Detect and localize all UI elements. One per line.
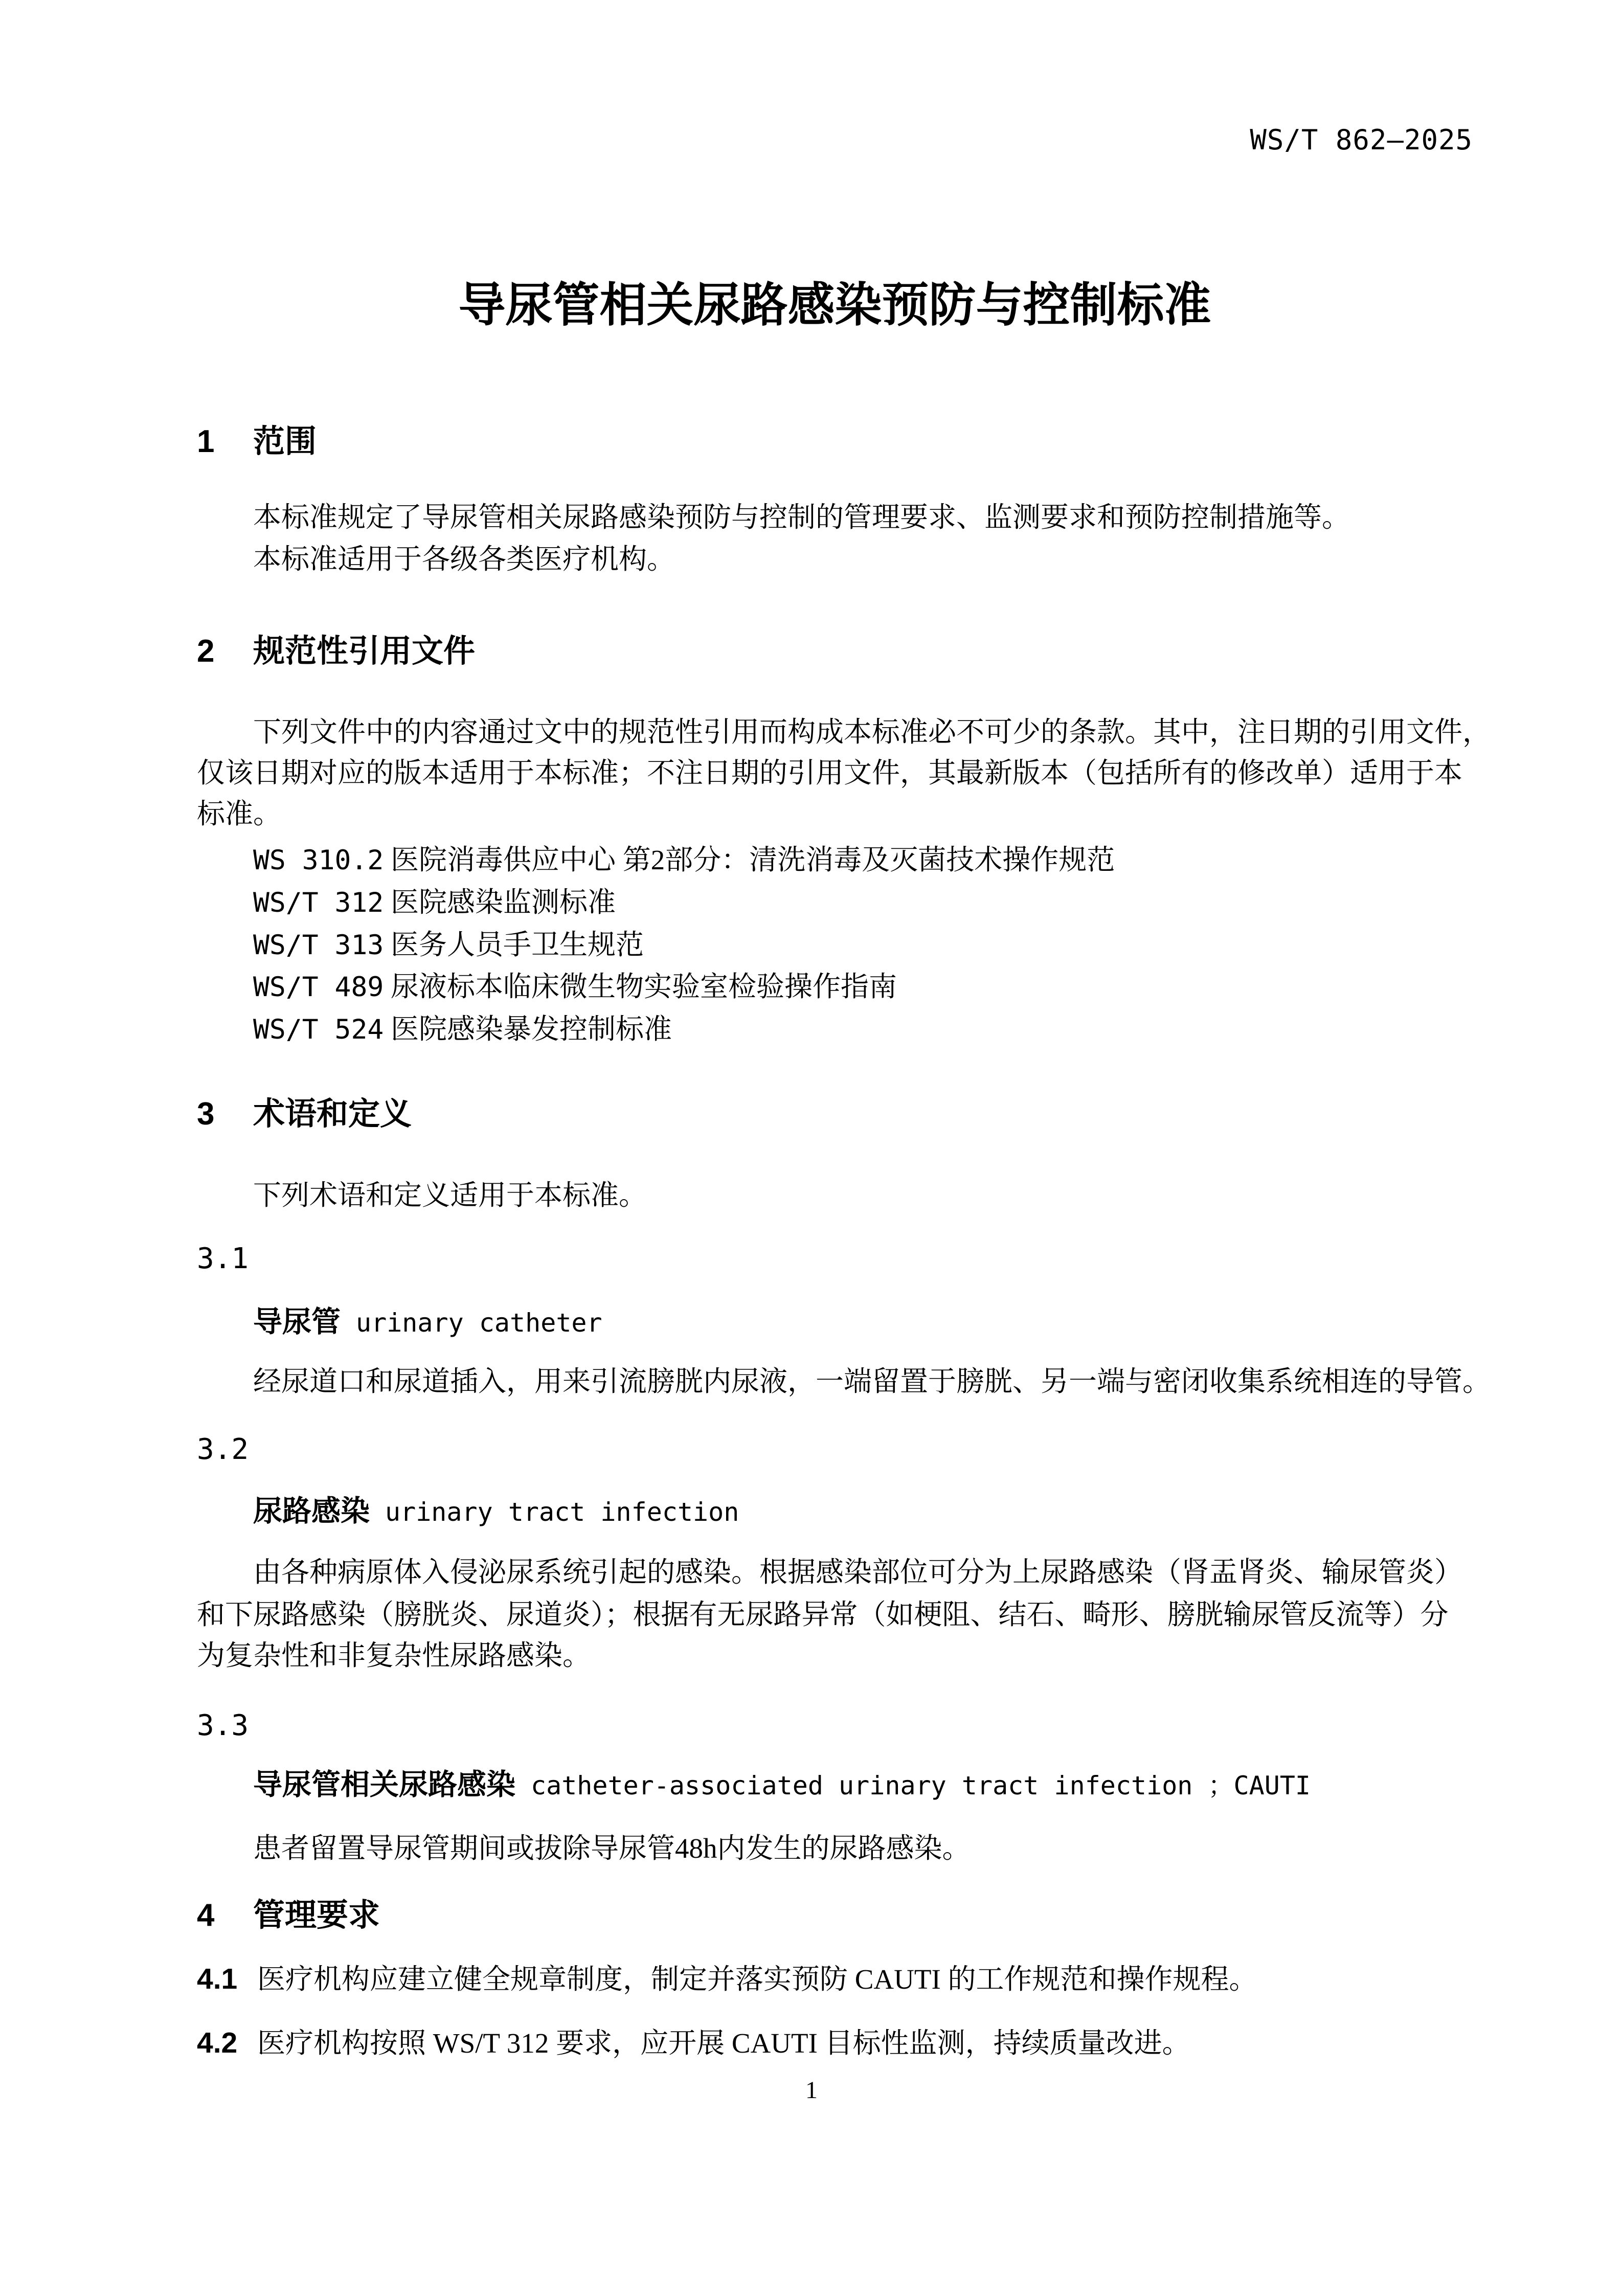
clause-text: 医疗机构应建立健全规章制度，制定并落实预防 CAUTI 的工作规范和操作规程。 — [257, 1964, 1257, 1995]
section-1-title: 范围 — [253, 424, 317, 459]
section-3-number: 3 — [197, 1096, 215, 1132]
clause — [197, 1963, 1473, 1996]
term-number: 3.2 — [197, 1433, 249, 1466]
section-4-heading — [197, 1897, 1473, 1933]
reference-title: 尿液标本临床微生物实验室检验操作指南 — [391, 971, 897, 1002]
section-3-title: 术语和定义 — [253, 1096, 412, 1132]
term-abbreviation: ；CAUTI — [1192, 1771, 1311, 1800]
reference-code: WS/T 489 — [253, 972, 384, 1003]
reference-title: 医院感染暴发控制标准 — [391, 1014, 672, 1045]
term-heading — [197, 1495, 1473, 1528]
term-definition-line: 和下尿路感染（膀胱炎、尿道炎）；根据有无尿路异常（如梗阻、结石、畸形、膀胱输尿管反流等）分 — [197, 1599, 1449, 1630]
section-1-number: 1 — [197, 424, 215, 459]
reference-item — [197, 1013, 1473, 1046]
section-3-intro: 下列术语和定义适用于本标准。 — [253, 1180, 647, 1211]
reference-code: WS 310.2 — [253, 845, 384, 876]
clause — [197, 2027, 1473, 2060]
section-1-paragraph-2: 本标准适用于各级各类医疗机构。 — [253, 544, 675, 575]
section-1-heading — [197, 423, 1473, 460]
term-number: 3.1 — [197, 1242, 249, 1275]
section-2-intro-line-2: 仅该日期对应的版本适用于本标准；不注日期的引用文件，其最新版本（包括所有的修改单）适用于本 — [197, 757, 1463, 789]
reference-item — [197, 844, 1473, 876]
section-3-heading — [197, 1096, 1473, 1132]
section-2-intro-line-1: 下列文件中的内容通过文中的规范性引用而构成本标准必不可少的条款。其中，注日期的引用文件， — [253, 716, 1491, 748]
term-en: catheter-associated urinary tract infection — [531, 1771, 1193, 1800]
reference-item — [197, 971, 1473, 1003]
term-number: 3.3 — [197, 1709, 249, 1742]
term-zh: 导尿管相关尿路感染 — [253, 1768, 515, 1801]
term-definition-line: 为复杂性和非复杂性尿路感染。 — [197, 1640, 591, 1671]
reference-code: WS/T 312 — [253, 887, 384, 918]
term-definition: 患者留置导尿管期间或拔除导尿管48h内发生的尿路感染。 — [253, 1833, 971, 1864]
clause-number: 4.1 — [197, 1963, 238, 1995]
clause-number: 4.2 — [197, 2027, 238, 2059]
term-zh: 尿路感染 — [253, 1495, 370, 1527]
term-en: urinary tract infection — [385, 1497, 739, 1527]
section-4-title: 管理要求 — [253, 1898, 380, 1933]
clause-text: 医疗机构按照 WS/T 312 要求，应开展 CAUTI 目标性监测，持续质量改进。 — [257, 2028, 1190, 2059]
reference-title: 医务人员手卫生规范 — [391, 929, 644, 960]
standard-code: WS/T 862—2025 — [1250, 124, 1473, 156]
section-2-number: 2 — [197, 634, 215, 669]
term-definition-line: 由各种病原体入侵泌尿系统引起的感染。根据感染部位可分为上尿路感染（肾盂肾炎、输尿管炎） — [253, 1557, 1463, 1588]
term-zh: 导尿管 — [253, 1305, 341, 1338]
reference-title: 医院消毒供应中心 第2部分：清洗消毒及灭菌技术操作规范 — [391, 844, 1115, 875]
section-2-title: 规范性引用文件 — [253, 634, 476, 669]
reference-title: 医院感染监测标准 — [391, 887, 616, 918]
reference-item — [197, 886, 1473, 919]
page-number: 1 — [805, 2077, 818, 2104]
term-heading — [197, 1305, 1473, 1339]
reference-code: WS/T 524 — [253, 1014, 384, 1045]
section-2-heading — [197, 633, 1473, 669]
section-2-intro-line-3: 标准。 — [197, 798, 282, 829]
section-1-paragraph-1: 本标准规定了导尿管相关尿路感染预防与控制的管理要求、监测要求和预防控制措施等。 — [253, 502, 1350, 533]
term-definition: 经尿道口和尿道插入，用来引流膀胱内尿液，一端留置于膀胱、另一端与密闭收集系统相连的导管。 — [253, 1366, 1491, 1397]
document-title: 导尿管相关尿路感染预防与控制标准 — [458, 279, 1211, 331]
reference-code: WS/T 313 — [253, 930, 384, 961]
term-en: urinary catheter — [356, 1308, 602, 1338]
page-content — [197, 0, 1491, 2296]
term-heading — [197, 1768, 1473, 1802]
reference-item — [197, 929, 1473, 961]
section-4-number: 4 — [197, 1898, 215, 1933]
